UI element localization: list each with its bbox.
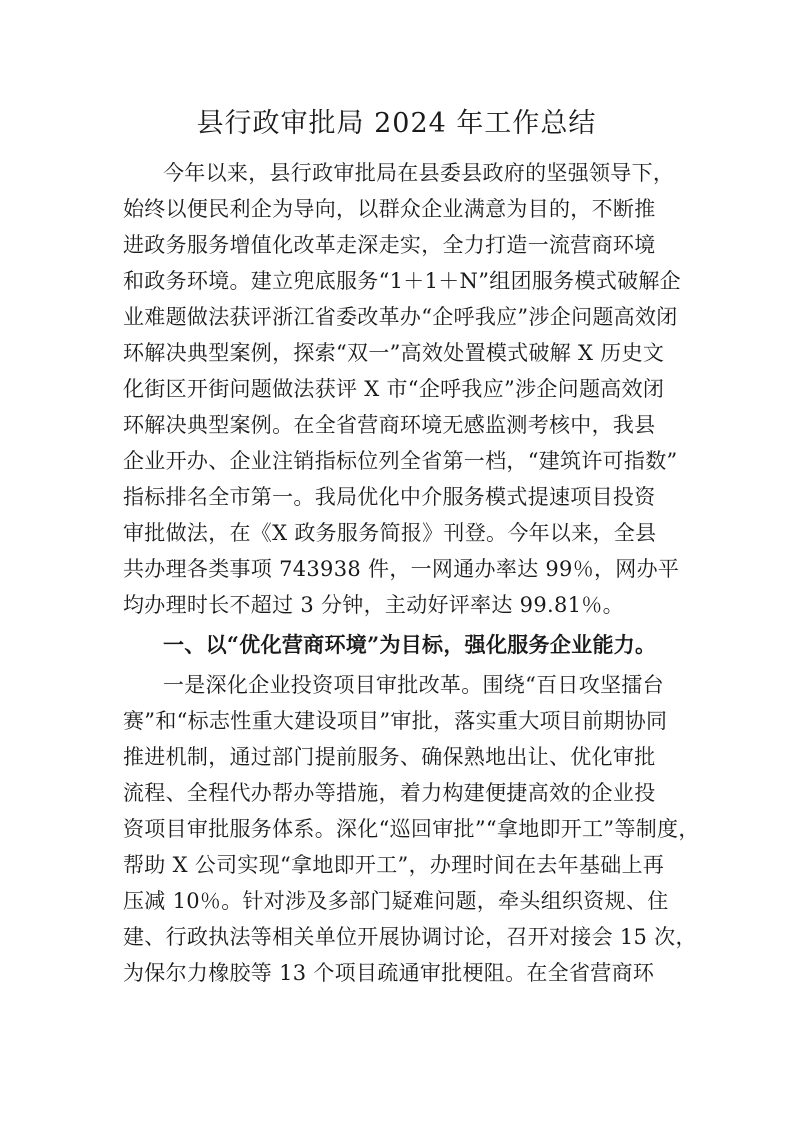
paragraph-line: 业难题做法获评浙江省委改革办“企呼我应”涉企问题高效闭	[123, 305, 678, 329]
paragraph-line: 环解决典型案例，探索“双一”高效处置模式破解 X 历史文	[123, 341, 665, 365]
document-title: 县行政审批局 2024 年工作总结	[196, 108, 597, 139]
paragraph-line: 为保尔力橡胶等 13 个项目疏通审批梗阻。在全省营商环	[123, 961, 655, 985]
paragraph-line: 帮助 X 公司实现“拿地即开工”，办理时间在去年基础上再	[123, 853, 665, 877]
paragraph-line: 今年以来，县行政审批局在县委县政府的坚强领导下，	[163, 161, 675, 185]
paragraph-line: 进政务服务增值化改革走深走实，全力打造一流营商环境	[123, 233, 656, 257]
paragraph-line: 一是深化企业投资项目审批改革。围绕“百日攻坚擂台	[163, 673, 664, 697]
section-heading: 一、以“优化营商环境”为目标，强化服务企业能力。	[163, 632, 657, 657]
paragraph-line: 压减 10％。针对涉及多部门疑难问题，牵头组织资规、住	[123, 889, 669, 913]
paragraph-line: 共办理各类事项 743938 件，一网通办率达 99％，网办平	[123, 557, 680, 581]
paragraph-line: 推进机制，通过部门提前服务、确保熟地出让、优化审批	[123, 745, 656, 769]
paragraph-line: 化街区开街问题做法获评 X 市“企呼我应”涉企问题高效闭	[123, 377, 665, 401]
paragraph-line: 建、行政执法等相关单位开展协调讨论，召开对接会 15 次，	[123, 925, 697, 949]
paragraph-line: 赛”和“标志性重大建设项目”审批，落实重大项目前期协同	[123, 709, 668, 733]
paragraph-line: 始终以便民利企为导向，以群众企业满意为目的，不断推	[123, 197, 656, 221]
paragraph-line: 审批做法，在《X 政务服务简报》刊登。今年以来，全县	[123, 521, 657, 545]
paragraph-line: 环解决典型案例。在全省营商环境无感监测考核中，我县	[123, 413, 656, 437]
paragraph-line: 资项目审批服务体系。深化“巡回审批”“拿地即开工”等制度，	[123, 817, 700, 841]
paragraph-line: 企业开办、企业注销指标位列全省第一档，“建筑许可指数”	[123, 449, 678, 473]
paragraph-line: 均办理时长不超过 3 分钟，主动好评率达 99.81％。	[123, 593, 624, 617]
paragraph-line: 和政务环境。建立兜底服务“1＋1＋N”组团服务模式破解企	[123, 269, 681, 293]
paragraph-line: 流程、全程代办帮办等措施，着力构建便捷高效的企业投	[123, 781, 656, 805]
paragraph-line: 指标排名全市第一。我局优化中介服务模式提速项目投资	[123, 485, 656, 509]
